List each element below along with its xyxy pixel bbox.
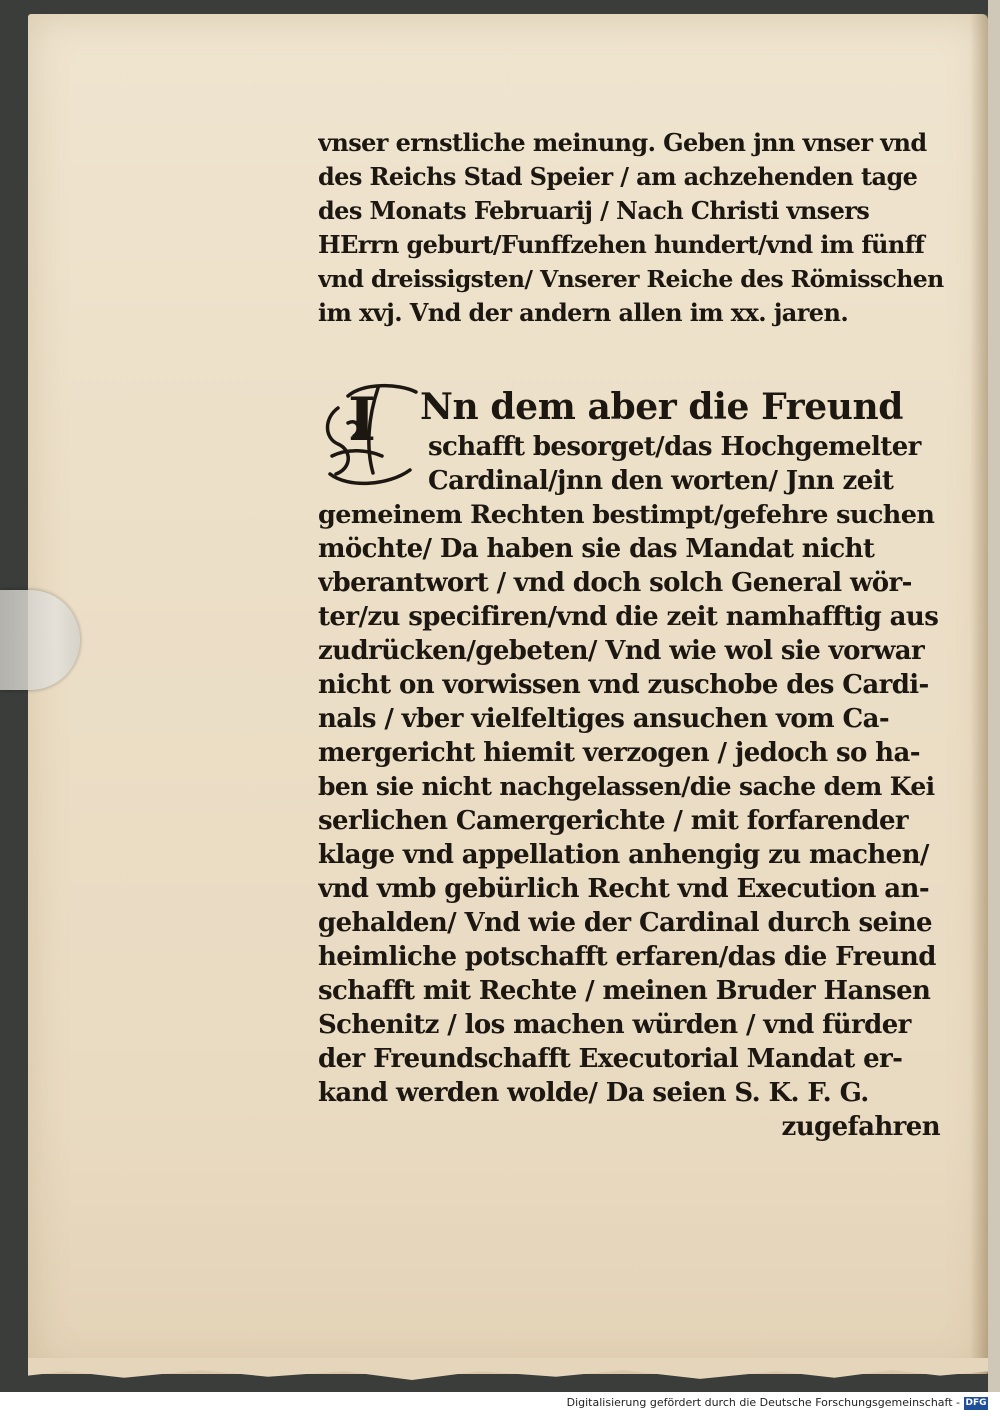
text-line: klage vnd appellation anhengig zu machen/ — [318, 840, 929, 870]
digitization-credit: Digitalisierung gefördert durch die Deutsche Forschungsgemeinschaft - — [566, 1396, 960, 1409]
text-line: vnd vmb gebürlich Recht vnd Execution an- — [318, 874, 930, 904]
text-line: zudrücken/gebeten/ Vnd wie wol sie vorwar — [318, 636, 925, 666]
text-line: möchte/ Da haben sie das Mandat nicht — [318, 534, 875, 564]
text-line: Schenitz / los machen würden / vnd fürder — [318, 1010, 911, 1040]
closing-line: vnd dreissigsten/ Vnserer Reiche des Römisschen — [318, 265, 944, 293]
text-line: heimliche potschafft erfaren/das die Freund — [318, 942, 936, 972]
dfg-logo: DFG — [965, 1398, 987, 1408]
text-line: nicht on vorwissen vnd zuschobe des Cardi- — [318, 670, 929, 700]
text-line: vberantwort / vnd doch solch General wör- — [318, 568, 912, 598]
text-line: mergericht hiemit verzogen / jedoch so ha- — [318, 738, 920, 768]
text-line: ter/zu specifiren/vnd die zeit namhafftig aus — [318, 602, 939, 632]
closing-line: vnser ernstliche meinung. Geben jnn vnser vnd — [318, 128, 927, 157]
text-line: nals / vber vielfeltiges ansuchen vom Ca- — [318, 704, 890, 734]
closing-line: HErrn geburt/Funffzehen hundert/vnd im fünff — [318, 230, 925, 259]
catchword: zugefahren — [781, 1112, 940, 1142]
heading-line: Nn dem aber die Freund — [420, 386, 904, 428]
text-line: ben sie nicht nachgelassen/die sache dem Kei — [318, 772, 935, 801]
closing-line: des Reichs Stad Speier / am achzehenden tage — [318, 162, 918, 191]
closing-line: im xvj. Vnd der andern allen im xx. jaren. — [318, 298, 849, 327]
text-line: schafft mit Rechte / meinen Bruder Hansen — [318, 976, 931, 1006]
text-line: Cardinal/jnn den worten/ Jnn zeit — [428, 466, 894, 496]
closing-passage — [318, 126, 944, 330]
right-scan-strip — [988, 0, 1000, 1392]
text-line: schafft besorget/das Hochgemelter — [428, 432, 921, 462]
initial-letter: I — [347, 385, 377, 455]
text-line: gehalden/ Vnd wie der Cardinal durch seine — [318, 908, 932, 938]
text-line: der Freundschafft Executorial Mandat er- — [318, 1044, 903, 1074]
text-line: gemeinem Rechten bestimpt/gefehre suchen — [318, 500, 935, 530]
closing-line: des Monats Februarij / Nach Christi vnsers — [318, 196, 870, 225]
text-line: kand werden wolde/ Da seien S. K. F. G. — [318, 1078, 869, 1108]
main-passage — [318, 384, 944, 1144]
text-line: serlichen Camergerichte / mit forfarender — [318, 806, 909, 836]
